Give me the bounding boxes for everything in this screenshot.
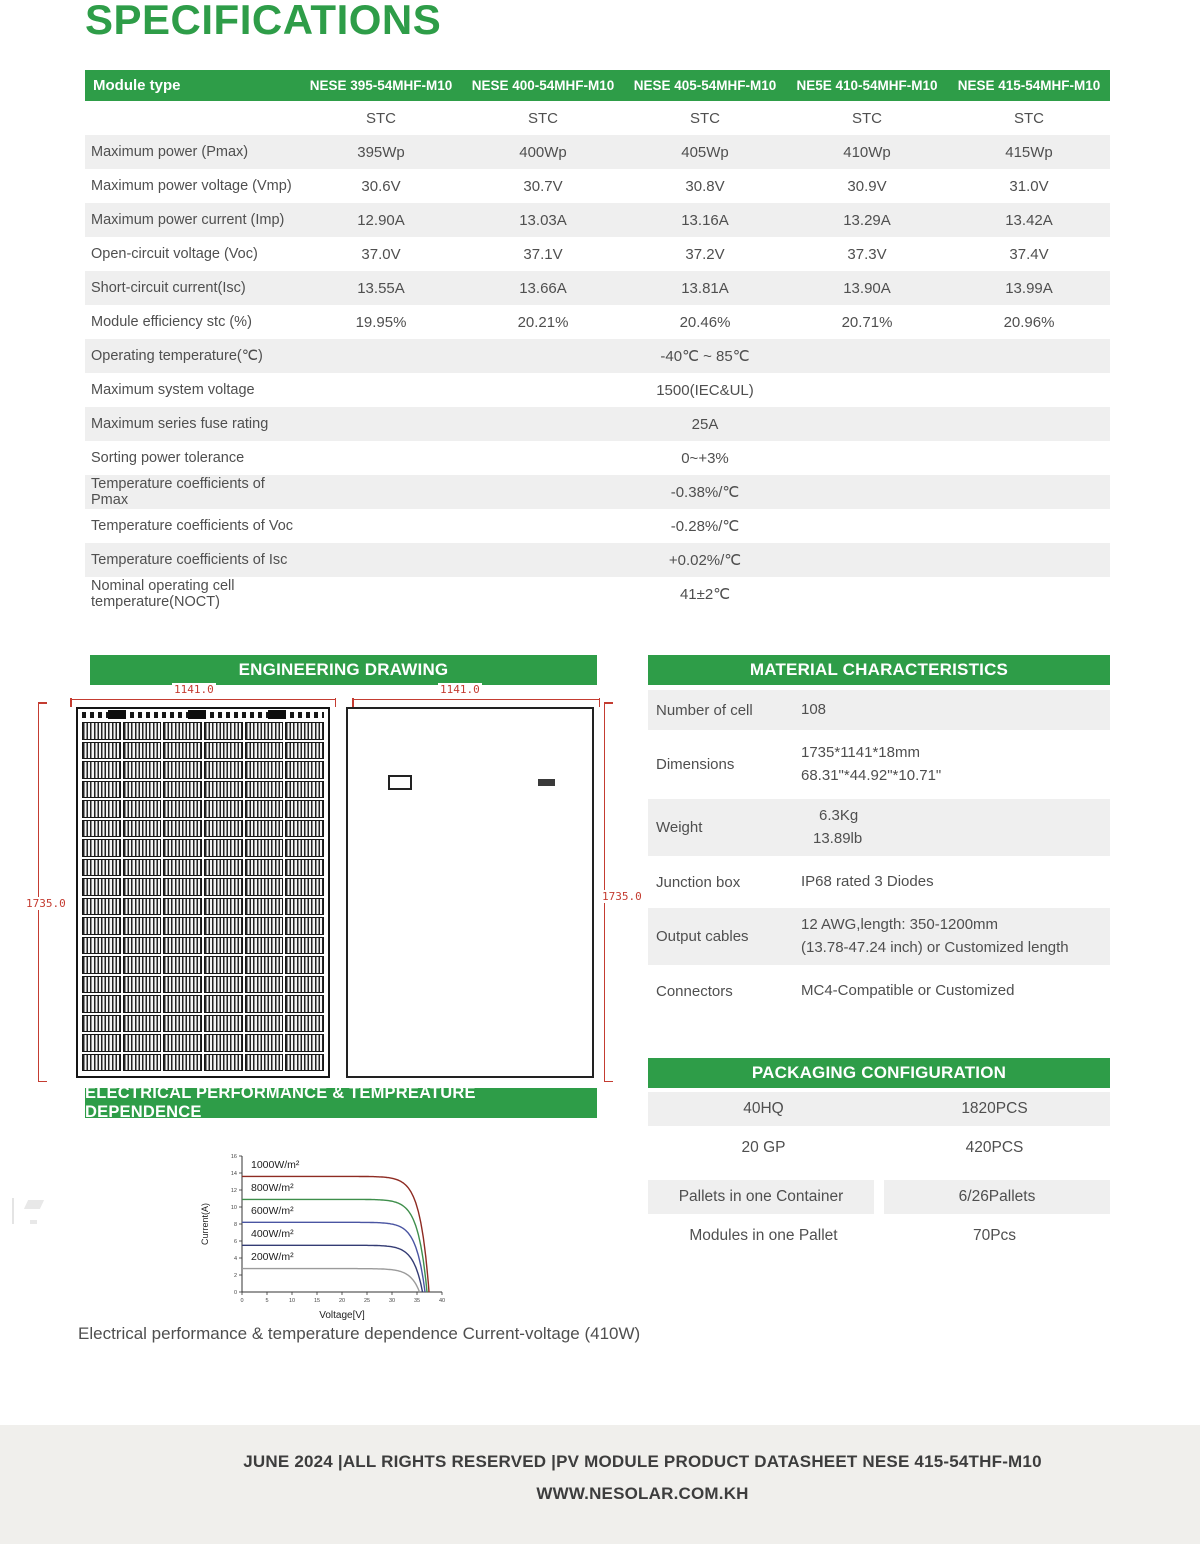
solar-cell (123, 820, 162, 838)
solar-cell (123, 1034, 162, 1052)
solar-cell (82, 917, 121, 935)
solar-cell (82, 742, 121, 760)
svg-text:4: 4 (233, 1256, 237, 1262)
solar-cell (285, 722, 324, 740)
solar-cell (82, 898, 121, 916)
footer-line2: WWW.NESOLAR.COM.KH (536, 1484, 749, 1503)
solar-cell (245, 956, 284, 974)
table-row: Output cables 12 AWG,length: 350-1200mm (13.78-47.24 inch) or Customized length (648, 908, 1110, 965)
solar-cell (163, 781, 202, 799)
dimension-label-height-front: 1735.0 (26, 897, 66, 910)
table-row: Nominal operating cell temperature(NOCT) 41±2℃ (91, 578, 731, 610)
solar-cell (245, 917, 284, 935)
solar-cell (163, 820, 202, 838)
svg-text:12: 12 (230, 1188, 237, 1194)
table-row: Temperature coefficients of Voc -0.28%/℃ (91, 518, 740, 535)
spec-table (85, 70, 1110, 611)
solar-cell (204, 878, 243, 896)
page-title: SPECIFICATIONS (85, 0, 442, 43)
solar-cell (163, 839, 202, 857)
solar-cell (163, 1034, 202, 1052)
solar-cell (163, 917, 202, 935)
connector-block (268, 710, 286, 719)
solar-cell (285, 859, 324, 877)
svg-text:35: 35 (413, 1298, 421, 1304)
solar-cell (204, 722, 243, 740)
solar-cell (204, 995, 243, 1013)
solar-cell (82, 761, 121, 779)
svg-text:0: 0 (233, 1290, 237, 1296)
solar-cell (82, 976, 121, 994)
solar-cell (163, 995, 202, 1013)
column-header: NE5E 410-54MHF-M10 (796, 78, 938, 93)
table-row: Maximum series fuse rating 25A (85, 407, 1110, 441)
solar-cell (245, 800, 284, 818)
packaging-configuration-banner: PACKAGING CONFIGURATION (648, 1058, 1110, 1088)
dimension-line-width-back (352, 699, 600, 707)
solar-cell (245, 761, 284, 779)
solar-cell (123, 781, 162, 799)
solar-cell (204, 976, 243, 994)
solar-cell (204, 917, 243, 935)
solar-cell (245, 1054, 284, 1072)
svg-text:800W/m²: 800W/m² (251, 1181, 294, 1194)
solar-cell (204, 1015, 243, 1033)
svg-text:Current(A): Current(A) (200, 1202, 210, 1246)
solar-cell (163, 859, 202, 877)
solar-cell (204, 742, 243, 760)
solar-cell (123, 800, 162, 818)
junction-box-outline (388, 775, 412, 790)
solar-cell (285, 995, 324, 1013)
solar-cell (245, 995, 284, 1013)
svg-text:5: 5 (265, 1298, 269, 1304)
solar-cell (245, 976, 284, 994)
solar-cell (245, 937, 284, 955)
solar-cell (163, 1054, 202, 1072)
table-row: Number of cell 108 (648, 690, 1110, 730)
spec-table-header (85, 70, 1110, 101)
solar-cell (204, 761, 243, 779)
table-row: Maximum power voltage (Vmp) 30.6V 30.7V 30.8V 30.9V 31.0V (91, 177, 1049, 195)
svg-text:20: 20 (338, 1298, 346, 1304)
electrical-performance-banner: ELECTRICAL PERFORMANCE & TEMPREATURE DEPENDENCE (85, 1088, 597, 1118)
solar-cell (163, 898, 202, 916)
svg-text:25: 25 (363, 1298, 371, 1304)
column-header: NESE 395-54MHF-M10 (309, 78, 453, 93)
solar-cell (204, 800, 243, 818)
svg-text:Voltage[V]: Voltage[V] (319, 1310, 365, 1321)
solar-cell (285, 820, 324, 838)
svg-text:8: 8 (233, 1222, 237, 1228)
chart-caption: Electrical performance & temperature dependence Current-voltage (410W) (78, 1324, 641, 1343)
solar-cell (285, 1054, 324, 1072)
solar-cell (82, 781, 121, 799)
solar-cell (204, 898, 243, 916)
table-row: Temperature coefficients of Pmax -0.38%/℃ (85, 475, 1110, 509)
solar-cell (163, 878, 202, 896)
solar-cell (285, 761, 324, 779)
svg-text:6: 6 (233, 1239, 237, 1245)
solar-cell (123, 839, 162, 857)
solar-cell (163, 1015, 202, 1033)
solar-cell (285, 1015, 324, 1033)
table-row: Maximum power current (Imp) 12.90A 13.03A 13.16A 13.29A 13.42A (85, 203, 1110, 237)
solar-cell (123, 898, 162, 916)
solar-cell (82, 859, 121, 877)
solar-cell (123, 859, 162, 877)
packaging-table (648, 1092, 1110, 1258)
solar-cell (82, 956, 121, 974)
svg-text:200W/m²: 200W/m² (251, 1251, 294, 1264)
solar-cell (245, 1015, 284, 1033)
engineering-drawing-banner: ENGINEERING DRAWING (90, 655, 597, 685)
solar-cell (123, 761, 162, 779)
solar-cell (82, 1054, 121, 1072)
table-row: Operating temperature(℃) -40℃ ~ 85℃ (85, 339, 1110, 373)
table-row: Connectors MC4-Compatible or Customized (656, 981, 1015, 1000)
svg-text:30: 30 (388, 1298, 396, 1304)
solar-cell (245, 839, 284, 857)
solar-cell (204, 781, 243, 799)
solar-cell (82, 722, 121, 740)
solar-cell (285, 976, 324, 994)
solar-cell (123, 976, 162, 994)
table-row: Junction box IP68 rated 3 Diodes (656, 872, 934, 891)
solar-cell (82, 1034, 121, 1052)
connector-block (108, 710, 126, 719)
solar-cell (285, 1034, 324, 1052)
solar-cell (285, 917, 324, 935)
table-row: Maximum system voltage 1500(IEC&UL) (91, 381, 754, 399)
solar-cell (285, 898, 324, 916)
solar-cell (163, 976, 202, 994)
solar-cell (204, 1034, 243, 1052)
solar-cell (123, 1054, 162, 1072)
material-table (648, 690, 1110, 1017)
column-header: NESE 400-54MHF-M10 (471, 78, 615, 93)
solar-cell (245, 878, 284, 896)
solar-cell (204, 956, 243, 974)
solar-cell (245, 820, 284, 838)
solar-cell (204, 839, 243, 857)
footer-line1: JUNE 2024 |ALL RIGHTS RESERVED |PV MODULE PRODUCT DATASHEET NESE 415-54THF-M10 (243, 1452, 1042, 1471)
page-footer (0, 1425, 1200, 1544)
table-row: Temperature coefficients of Isc +0.02%/℃ (85, 543, 1110, 577)
dimension-label-width-back: 1141.0 (440, 683, 480, 696)
solar-cell (123, 722, 162, 740)
solar-cell (82, 820, 121, 838)
solar-cell (123, 995, 162, 1013)
solar-cell (82, 800, 121, 818)
svg-text:2: 2 (233, 1273, 237, 1279)
connector-block (188, 710, 206, 719)
solar-cell (204, 1054, 243, 1072)
svg-text:10: 10 (288, 1298, 296, 1304)
svg-text:15: 15 (313, 1298, 321, 1304)
svg-text:40: 40 (438, 1298, 446, 1304)
solar-cell (82, 839, 121, 857)
table-row: Dimensions 1735*1141*18mm 68.31"*44.92"*10.71" (656, 744, 942, 784)
table-row: Module efficiency stc (%) 19.95% 20.21% 20.46% 20.71% 20.96% (91, 313, 1055, 331)
solar-cell (285, 878, 324, 896)
solar-cell (245, 1034, 284, 1052)
table-row: Open-circuit voltage (Voc) 37.0V 37.1V 37.2V 37.3V 37.4V (91, 245, 1049, 263)
solar-cell (245, 859, 284, 877)
table-row: Pallets in one Container 6/26Pallets (648, 1180, 1110, 1214)
table-row: 40HQ 1820PCS (648, 1092, 1110, 1126)
table-row: Short-circuit current(Isc) 13.55A 13.66A 13.81A 13.90A 13.99A (85, 271, 1110, 305)
solar-cell (123, 917, 162, 935)
table-row: 20 GP 420PCS (741, 1139, 1024, 1156)
table-row: STC STC STC STC STC (366, 109, 1044, 127)
svg-text:16: 16 (230, 1154, 237, 1160)
junction-box-filled (538, 779, 555, 786)
svg-text:10: 10 (230, 1205, 237, 1211)
dimension-line-width-front (70, 699, 336, 707)
solar-cell (163, 742, 202, 760)
solar-cell (285, 781, 324, 799)
dimension-label-height-back: 1735.0 (602, 890, 642, 903)
solar-cell (123, 937, 162, 955)
solar-cell (163, 937, 202, 955)
solar-cell (285, 742, 324, 760)
module-type-label: Module type (93, 77, 181, 94)
table-row: Modules in one Pallet 70Pcs (689, 1227, 1017, 1244)
solar-cell (163, 956, 202, 974)
table-row: Weight 6.3Kg 13.89lb (648, 799, 1110, 856)
svg-text:400W/m²: 400W/m² (251, 1227, 294, 1240)
solar-cell (163, 800, 202, 818)
svg-text:600W/m²: 600W/m² (251, 1204, 294, 1217)
solar-cell-grid (82, 722, 324, 1071)
solar-cell (82, 995, 121, 1013)
table-row: Sorting power tolerance 0~+3% (91, 449, 729, 467)
solar-cell (123, 1015, 162, 1033)
solar-cell (285, 800, 324, 818)
solar-cell (245, 722, 284, 740)
solar-cell (163, 761, 202, 779)
module-back-drawing (346, 707, 594, 1078)
dimension-line-height-front (38, 702, 46, 1082)
solar-cell (123, 742, 162, 760)
solar-cell (204, 820, 243, 838)
svg-text:14: 14 (230, 1171, 237, 1177)
dimension-label-width-front: 1141.0 (174, 683, 214, 696)
solar-cell (285, 839, 324, 857)
table-row: Maximum power (Pmax) 395Wp 400Wp 405Wp 410Wp 415Wp (85, 135, 1110, 169)
material-characteristics-banner: MATERIAL CHARACTERISTICS (648, 655, 1110, 685)
solar-cell (123, 956, 162, 974)
svg-text:0: 0 (240, 1298, 244, 1304)
iv-curve-chart (196, 1148, 456, 1326)
solar-cell (123, 878, 162, 896)
solar-cell (245, 781, 284, 799)
solar-cell (82, 1015, 121, 1033)
solar-cell (204, 937, 243, 955)
solar-cell (245, 742, 284, 760)
solar-cell (285, 956, 324, 974)
svg-text:1000W/m²: 1000W/m² (251, 1158, 300, 1171)
module-front-drawing (76, 707, 330, 1078)
column-header: NESE 415-54MHF-M10 (957, 78, 1101, 93)
solar-cell (82, 878, 121, 896)
solar-cell (82, 937, 121, 955)
solar-cell (163, 722, 202, 740)
column-header: NESE 405-54MHF-M10 (633, 78, 777, 93)
solar-cell (245, 898, 284, 916)
solar-cell (204, 859, 243, 877)
scan-artifact (10, 1196, 46, 1238)
solar-cell (285, 937, 324, 955)
